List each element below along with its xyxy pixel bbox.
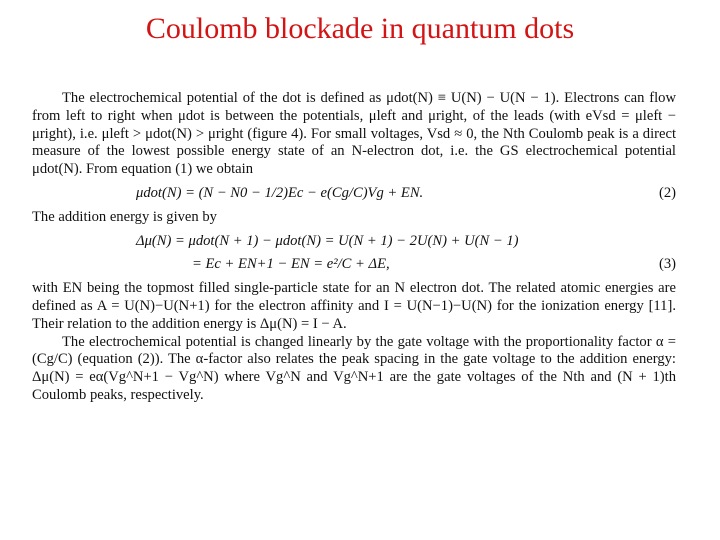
paragraph-electrochemical-potential: The electrochemical potential of the dot is defined as μdot(N) ≡ U(N) − U(N − 1). Electrons can flow from left to right when μdot is between the potentials, μleft and μright, of the leads (with eVsd = μleft − μright), i.e. μleft > μdot(N) > μright (figure 4). For small voltages, Vsd ≈ 0, the Nth Coulomb peak is a direct measure of the lowest possible energy state of an N-electron dot, i.e. the GS electrochemical potential μdot(N). From equation (1) we obtain: [32, 90, 676, 178]
equation-3-line-2-text: = Ec + EN+1 − EN = e²/C + ΔE,: [192, 256, 390, 273]
equation-3-line-1: [32, 233, 676, 251]
equation-3-number: (3): [658, 256, 676, 273]
slide-body: [32, 90, 676, 405]
paragraph-atomic-energies: with EN being the topmost filled single-particle state for an N electron dot. The related atomic energies are defined as A = U(N)−U(N+1) for the electron affinity and I = U(N−1)−U(N) for the ionization energy [11]. Their relation to the addition energy is Δμ(N) = I − A.: [32, 280, 676, 332]
slide-title: Coulomb blockade in quantum dots: [145, 12, 575, 45]
equation-3-line-2: [32, 256, 676, 274]
equation-2-text: μdot(N) = (N − N0 − 1/2)Ec − e(Cg/C)Vg + EN.: [136, 184, 424, 201]
equation-2: [32, 185, 676, 203]
equation-3-line-1-text: Δμ(N) = μdot(N + 1) − μdot(N) = U(N + 1) − 2U(N) + U(N − 1): [136, 232, 519, 249]
paragraph-alpha-factor: The electrochemical potential is changed linearly by the gate voltage with the proportionality factor α = (Cg/C) (equation (2)). The α-factor also relates the peak spacing in the gate voltage to the addition energy: Δμ(N) = eα(Vg^N+1 − Vg^N) where Vg^N and Vg^N+1 are the gate voltages of the Nth and (N + 1)th Coulomb peaks, respectively.: [32, 333, 676, 403]
paragraph-addition-energy: The addition energy is given by: [32, 208, 217, 225]
equation-2-number: (2): [658, 184, 676, 201]
